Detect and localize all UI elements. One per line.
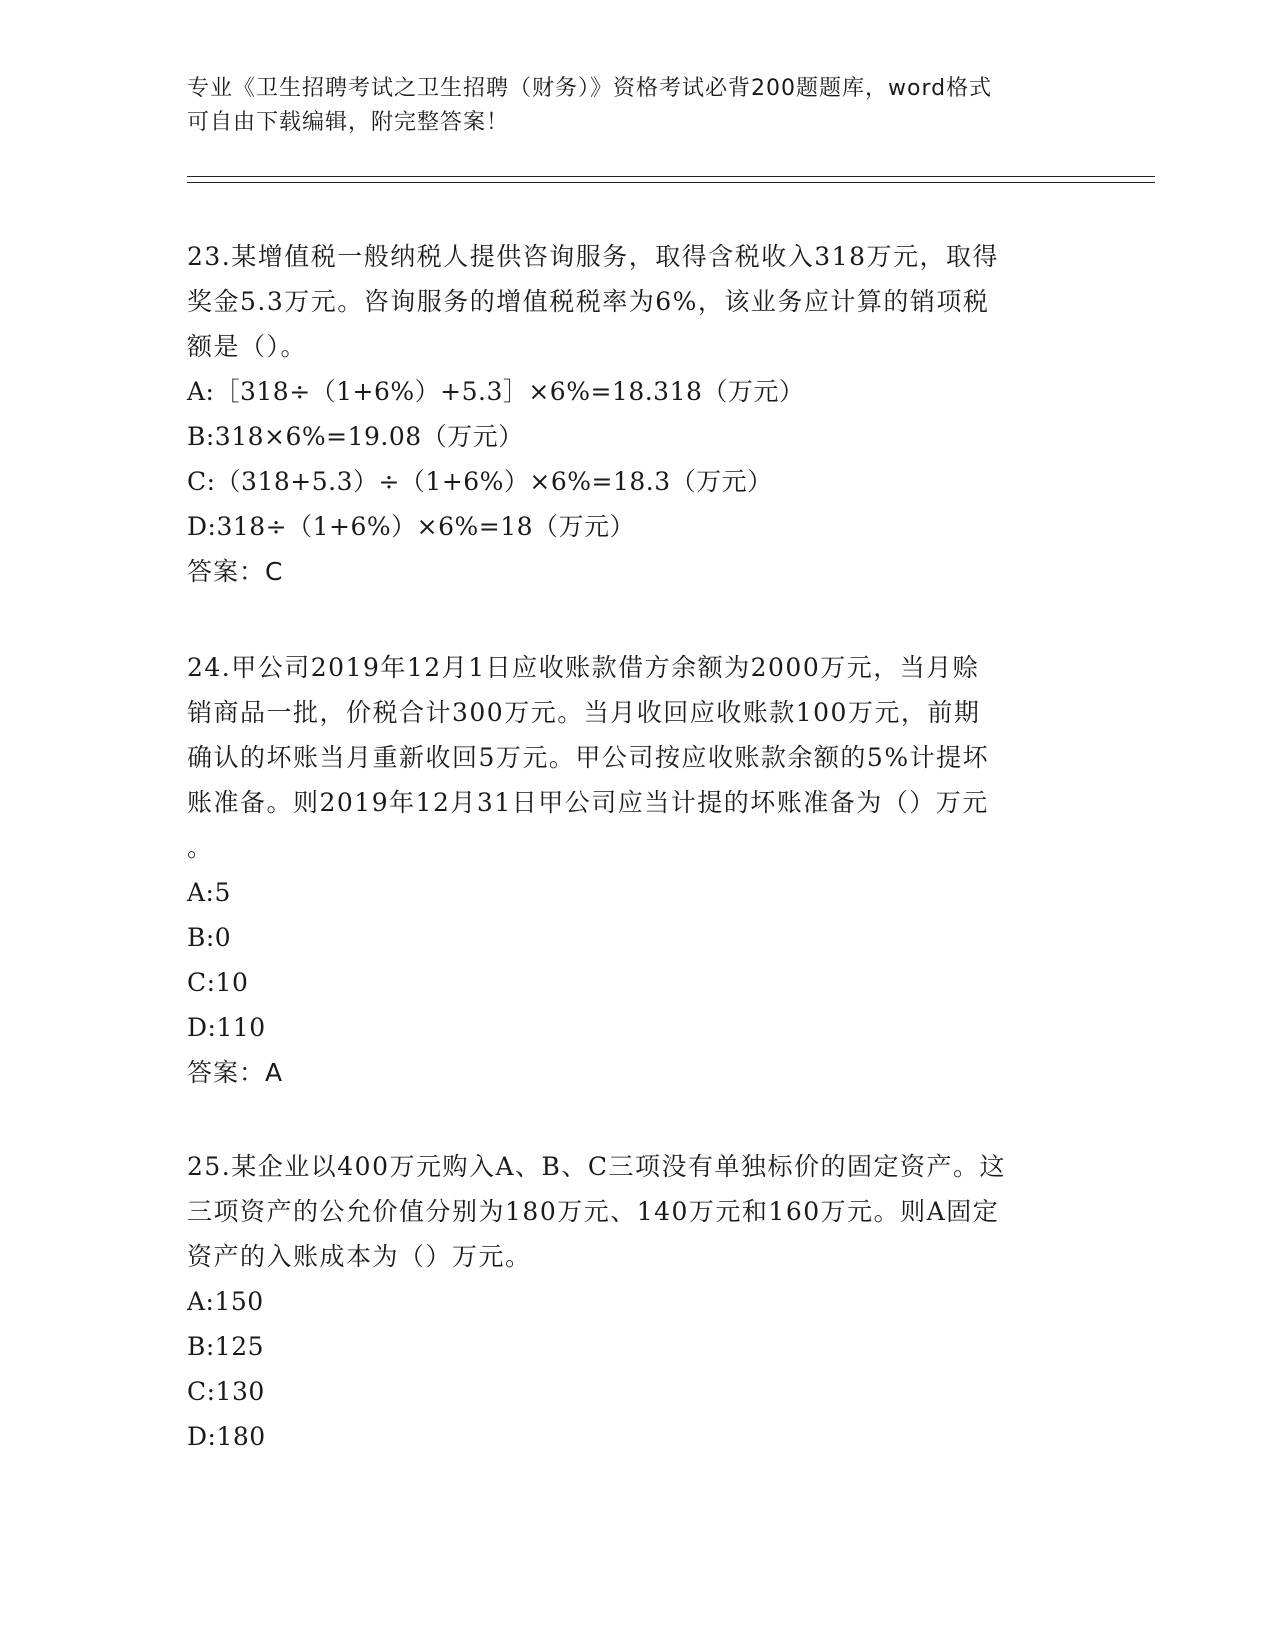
question-stem-line: 销商品一批，价税合计300万元。当月收回应收账款100万元，前期 xyxy=(187,698,981,727)
option-a: A:5 xyxy=(187,878,231,907)
option-d: D:180 xyxy=(187,1422,266,1451)
option-b: B:318×6%=19.08（万元） xyxy=(187,422,524,451)
option-d: D:318÷（1+6%）×6%=18（万元） xyxy=(187,512,636,541)
question-stem-line: 三项资产的公允价值分别为180万元、140万元和160万元。则A固定 xyxy=(187,1197,1000,1226)
question-stem-line: 账准备。则2019年12月31日甲公司应当计提的坏账准备为（）万元 xyxy=(187,788,989,817)
option-b: B:0 xyxy=(187,923,232,952)
document-header xyxy=(187,72,1067,140)
question-24 xyxy=(187,645,1087,1096)
option-a: A:150 xyxy=(187,1287,264,1316)
option-a: A:［318÷（1+6%）+5.3］×6%=18.318（万元） xyxy=(187,377,805,406)
header-line-1: 专业《卫生招聘考试之卫生招聘（财务）》资格考试必背200题题库，word格式 xyxy=(187,76,993,101)
question-stem-line: 确认的坏账当月重新收回5万元。甲公司按应收账款余额的5%计提坏 xyxy=(187,743,990,772)
question-stem-line: 奖金5.3万元。咨询服务的增值税税率为6%，该业务应计算的销项税 xyxy=(187,287,990,316)
header-line-2: 可自由下载编辑，附完整答案！ xyxy=(187,110,510,135)
header-divider-top xyxy=(187,176,1155,177)
option-c: C:（318+5.3）÷（1+6%）×6%=18.3（万元） xyxy=(187,467,773,496)
answer: 答案：C xyxy=(187,557,284,586)
option-c: C:10 xyxy=(187,968,249,997)
option-d: D:110 xyxy=(187,1013,266,1042)
question-stem-line: 资产的入账成本为（）万元。 xyxy=(187,1242,532,1271)
question-25 xyxy=(187,1144,1087,1459)
option-c: C:130 xyxy=(187,1377,265,1406)
header-divider-bottom xyxy=(187,182,1155,183)
answer: 答案：A xyxy=(187,1058,284,1087)
option-b: B:125 xyxy=(187,1332,265,1361)
question-stem-line: 23.某增值税一般纳税人提供咨询服务，取得含税收入318万元，取得 xyxy=(187,242,999,271)
question-stem-line: 额是（）。 xyxy=(187,332,308,361)
question-stem-line: 25.某企业以400万元购入A、B、C三项没有单独标价的固定资产。这 xyxy=(187,1152,1007,1181)
question-stem-line: 24.甲公司2019年12月1日应收账款借方余额为2000万元，当月赊 xyxy=(187,653,980,682)
question-23 xyxy=(187,234,1087,595)
question-stem-line: 。 xyxy=(187,833,214,862)
